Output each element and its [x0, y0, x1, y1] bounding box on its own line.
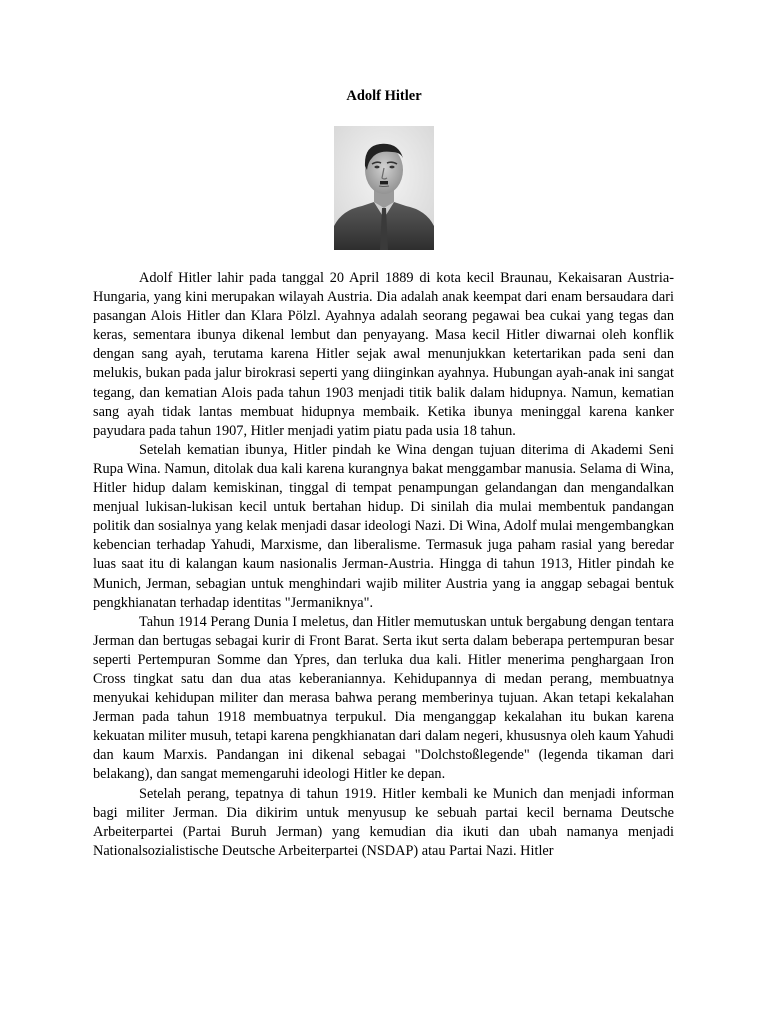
portrait-photo — [334, 126, 434, 250]
paragraph: Adolf Hitler lahir pada tanggal 20 April 1889 di kota kecil Braunau, Kekaisaran Austria-Hungaria, yang kini merupakan wilayah Austria. Dia adalah anak keempat dari enam bersaudara dari pasangan Alois Hitler dan Klara Pölzl. Ayahnya adalah seorang pegawai bea cukai yang tegas dan keras, sementara ibunya dikenal lembut dan penyayang. Masa kecil Hitler diwarnai oleh konflik dengan sang ayah, terutama karena Hitler sejak awal menunjukkan ketertarikan pada seni dan melukis, bukan pada jalur birokrasi seperti yang diinginkan ayahnya. Hubungan ayah-anak ini sangat tegang, dan kematian Alois pada tahun 1903 menjadi titik balik dalam hidupnya. Namun, kematian sang ayah tidak lantas membuat hidupnya membaik. Ketika ibunya meninggal karena kanker payudara pada tahun 1907, Hitler menjadi yatim piatu pada usia 18 tahun. — [93, 270, 674, 439]
page-title: Adolf Hitler — [346, 88, 422, 104]
paragraph: Setelah perang, tepatnya di tahun 1919. Hitler kembali ke Munich dan menjadi informan bagi militer Jerman. Dia dikirim untuk menyusup ke sebuah partai kecil bernama Deutsche Arbeiterpartei (Partai Buruh Jerman) yang kemudian dia ikuti dan ubah namanya menjadi Nationalsozialistische Deutsche Arbeiterpartei (NSDAP) atau Partai Nazi. Hitler — [93, 785, 674, 859]
body-text — [93, 269, 674, 861]
paragraph: Tahun 1914 Perang Dunia I meletus, dan Hitler memutuskan untuk bergabung dengan tentara Jerman dan bertugas sebagai kurir di Front Barat. Serta ikut serta dalam beberapa pertempuran besar seperti Pertempuran Somme dan Ypres, dan terluka dua kali. Hitler menerima penghargaan Iron Cross tingkat satu dan dua atas keberaniannya. Kehidupannya di medan perang, membuatnya menyukai kehidupan militer dan merasa bahwa perang memberinya tujuan. Akan tetapi kekalahan Jerman pada tahun 1918 membuatnya terpukul. Dia menganggap kekalahan itu bukan karena kekuatan militer musuh, tetapi karena pengkhianatan dari dalam negeri, khususnya oleh kaum Yahudi dan kaum Marxis. Pandangan ini dikenal sebagai "Dolchstoßlegende" (legenda tikaman dari belakang), dan sangat memengaruhi ideologi Hitler ke depan. — [93, 613, 674, 783]
paragraph: Setelah kematian ibunya, Hitler pindah ke Wina dengan tujuan diterima di Akademi Seni Rupa Wina. Namun, ditolak dua kali karena kurangnya bakat menggambar manusia. Selama di Wina, Hitler hidup dalam kemiskinan, tinggal di tempat penampungan gelandangan dan mengandalkan menjual lukisan-lukisan kecil untuk bertahan hidup. Di sinilah dia mulai membentuk pandangan politik dan sosialnya yang kelak menjadi dasar ideologi Nazi. Di Wina, Adolf mulai mengembangkan kebencian terhadap Yahudi, Marxisme, dan liberalisme. Termasuk juga paham rasial yang beredar luas saat itu di kalangan kaum nasionalis Jerman-Austria. Hingga di tahun 1913, Hitler pindah ke Munich, Jerman, sebagian untuk menghindari wajib militer Austria yang ia anggap sebagai bentuk pengkhianatan terhadap identitas "Jermaniknya". — [93, 441, 674, 611]
portrait-illustration — [334, 126, 434, 250]
